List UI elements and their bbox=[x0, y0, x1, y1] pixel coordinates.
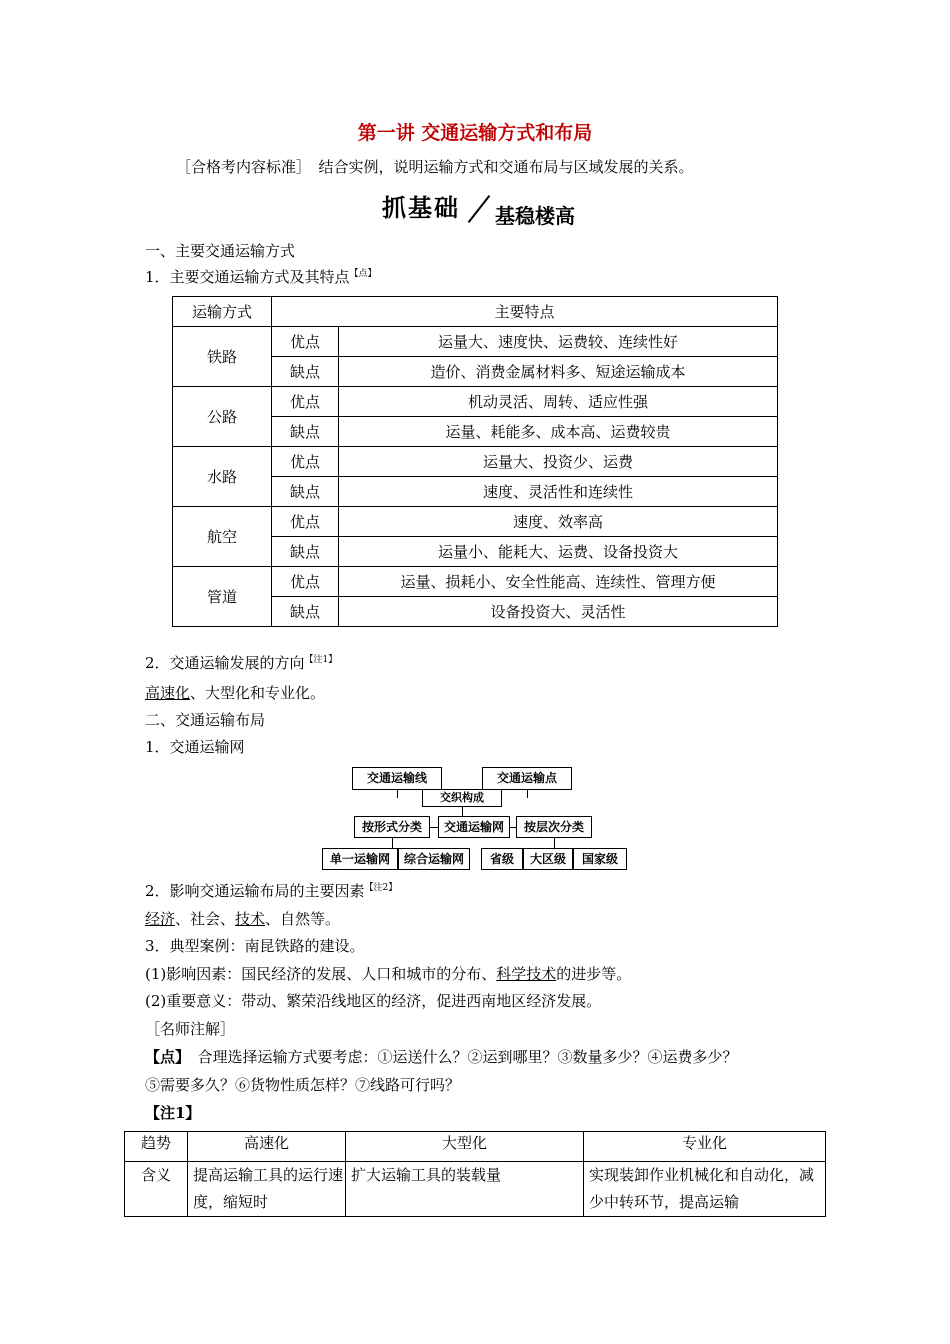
answer-underlined: 科学技术 bbox=[496, 965, 557, 983]
feature-cell: 设备投资大、灵活性 bbox=[339, 597, 778, 627]
diagram-province-box: 省级 bbox=[481, 848, 523, 870]
label-cell: 缺点 bbox=[272, 477, 339, 507]
feature-cell: 速度、效率高 bbox=[339, 507, 778, 537]
label-cell: 缺点 bbox=[272, 417, 339, 447]
section-2-heading: 二、交通运输布局 bbox=[145, 711, 266, 729]
label-cell: 优点 bbox=[272, 387, 339, 417]
answer-underlined: 技术 bbox=[235, 910, 266, 928]
trend-cell: 扩大运输工具的装载量 bbox=[346, 1162, 584, 1217]
diagram-region-box: 大区级 bbox=[523, 848, 573, 870]
section-1-item-1 bbox=[145, 268, 377, 286]
header-cell: 运输方式 bbox=[173, 297, 272, 327]
connector bbox=[397, 790, 398, 798]
label-cell: 优点 bbox=[272, 507, 339, 537]
section-1-heading: 一、主要交通运输方式 bbox=[145, 242, 296, 260]
page-title: 第一讲 交通运输方式和布局 bbox=[357, 122, 593, 144]
answer-rest: 、自然等。 bbox=[265, 910, 341, 928]
diagram-single-box: 单一运输网 bbox=[322, 848, 398, 870]
trend-cell: 实现装卸作业机械化和自动化，减少中转环节，提高运输 bbox=[584, 1162, 826, 1217]
note-mark: 【点】 bbox=[349, 269, 377, 279]
header-cell: 高速化 bbox=[188, 1132, 346, 1162]
section-2-item-3-2: (2)重要意义：带动、繁荣沿线地区的经济，促进西南地区经济发展。 bbox=[145, 992, 602, 1010]
connector bbox=[392, 838, 393, 848]
answer-rest: 、大型化和专业化。 bbox=[190, 684, 326, 702]
header-cell: 主要特点 bbox=[272, 297, 778, 327]
label-cell: 优点 bbox=[272, 327, 339, 357]
label-cell: 缺点 bbox=[272, 597, 339, 627]
mode-cell: 航空 bbox=[173, 507, 272, 567]
transport-network-diagram bbox=[318, 763, 630, 875]
section-2-item-1: 1．交通运输网 bbox=[145, 738, 245, 756]
connector bbox=[527, 790, 528, 798]
banner-slash bbox=[468, 195, 491, 223]
item-text: (1)影响因素：国民经济的发展、人口和城市的分布、 bbox=[145, 965, 497, 983]
item-text: 2．影响交通运输布局的主要因素 bbox=[145, 882, 365, 900]
label-cell: 缺点 bbox=[272, 357, 339, 387]
transport-table bbox=[172, 296, 778, 627]
mode-cell: 水路 bbox=[173, 447, 272, 507]
diagram-point-box: 交通运输点 bbox=[482, 767, 572, 790]
section-2-item-3-1 bbox=[145, 965, 631, 983]
label-cell: 优点 bbox=[272, 567, 339, 597]
feature-cell: 速度、灵活性和连续性 bbox=[339, 477, 778, 507]
section-2-item-2 bbox=[145, 882, 397, 900]
item-text: 的进步等。 bbox=[556, 965, 632, 983]
note-point-line-2: ⑤需要多久？⑥货物性质怎样？⑦线路可行吗？ bbox=[145, 1076, 461, 1094]
feature-cell: 运量小、能耗大、运费、设备投资大 bbox=[339, 537, 778, 567]
diagram-net-box: 交通运输网 bbox=[438, 816, 510, 838]
note-mark: 【注1】 bbox=[304, 655, 338, 665]
note-label: 【点】 bbox=[145, 1048, 183, 1066]
note-point-line-1 bbox=[145, 1048, 738, 1066]
section-1-item-2 bbox=[145, 654, 337, 672]
content-standard: ［合格考内容标准］ 结合实例，说明运输方式和交通布局与区域发展的关系。 bbox=[176, 158, 694, 176]
answer-rest: 、社会、 bbox=[175, 910, 236, 928]
section-2-item-2-answer bbox=[145, 910, 340, 928]
label-cell: 缺点 bbox=[272, 537, 339, 567]
feature-cell: 运量大、投资少、运费 bbox=[339, 447, 778, 477]
feature-cell: 运量、耗能多、成本高、运费较贵 bbox=[339, 417, 778, 447]
mode-cell: 管道 bbox=[173, 567, 272, 627]
diagram-form-box: 按形式分类 bbox=[354, 816, 430, 838]
header-cell: 专业化 bbox=[584, 1132, 826, 1162]
answer-underlined: 高速化 bbox=[145, 684, 191, 702]
notes-heading: ［名师注解］ bbox=[145, 1020, 236, 1038]
trend-cell: 提高运输工具的运行速度，缩短时 bbox=[188, 1162, 346, 1217]
section-1-item-2-answer bbox=[145, 684, 325, 702]
diagram-nation-box: 国家级 bbox=[573, 848, 627, 870]
note-1-label: 【注1】 bbox=[145, 1104, 201, 1122]
mode-cell: 公路 bbox=[173, 387, 272, 447]
diagram-line-box: 交通运输线 bbox=[352, 767, 442, 790]
connector bbox=[554, 838, 555, 848]
row-label-cell: 含义 bbox=[125, 1162, 188, 1217]
connector bbox=[462, 807, 463, 816]
label-cell: 优点 bbox=[272, 447, 339, 477]
feature-cell: 机动灵活、周转、适应性强 bbox=[339, 387, 778, 417]
diagram-level-box: 按层次分类 bbox=[516, 816, 592, 838]
mode-cell: 铁路 bbox=[173, 327, 272, 387]
diagram-combined-box: 综合运输网 bbox=[398, 848, 470, 870]
answer-underlined: 经济 bbox=[145, 910, 176, 928]
banner-right: 基稳楼高 bbox=[495, 204, 575, 228]
diagram-weave-box: 交织构成 bbox=[422, 789, 502, 807]
item-text: 2．交通运输发展的方向 bbox=[145, 654, 305, 672]
section-2-item-3: 3．典型案例：南昆铁路的建设。 bbox=[145, 937, 365, 955]
feature-cell: 运量、损耗小、安全性能高、连续性、管理方便 bbox=[339, 567, 778, 597]
section-banner bbox=[0, 188, 950, 228]
banner-left: 抓基础 bbox=[382, 194, 460, 222]
note-text: 合理选择运输方式要考虑：①运送什么？②运到哪里？③数量多少？④运费多少？ bbox=[182, 1048, 738, 1066]
note-mark: 【注2】 bbox=[364, 883, 398, 893]
header-cell: 趋势 bbox=[125, 1132, 188, 1162]
feature-cell: 运量大、速度快、运费较、连续性好 bbox=[339, 327, 778, 357]
trend-table bbox=[124, 1131, 826, 1217]
item-text: 1．主要交通运输方式及其特点 bbox=[145, 268, 350, 286]
connector bbox=[430, 827, 438, 828]
header-cell: 大型化 bbox=[346, 1132, 584, 1162]
feature-cell: 造价、消费金属材料多、短途运输成本 bbox=[339, 357, 778, 387]
